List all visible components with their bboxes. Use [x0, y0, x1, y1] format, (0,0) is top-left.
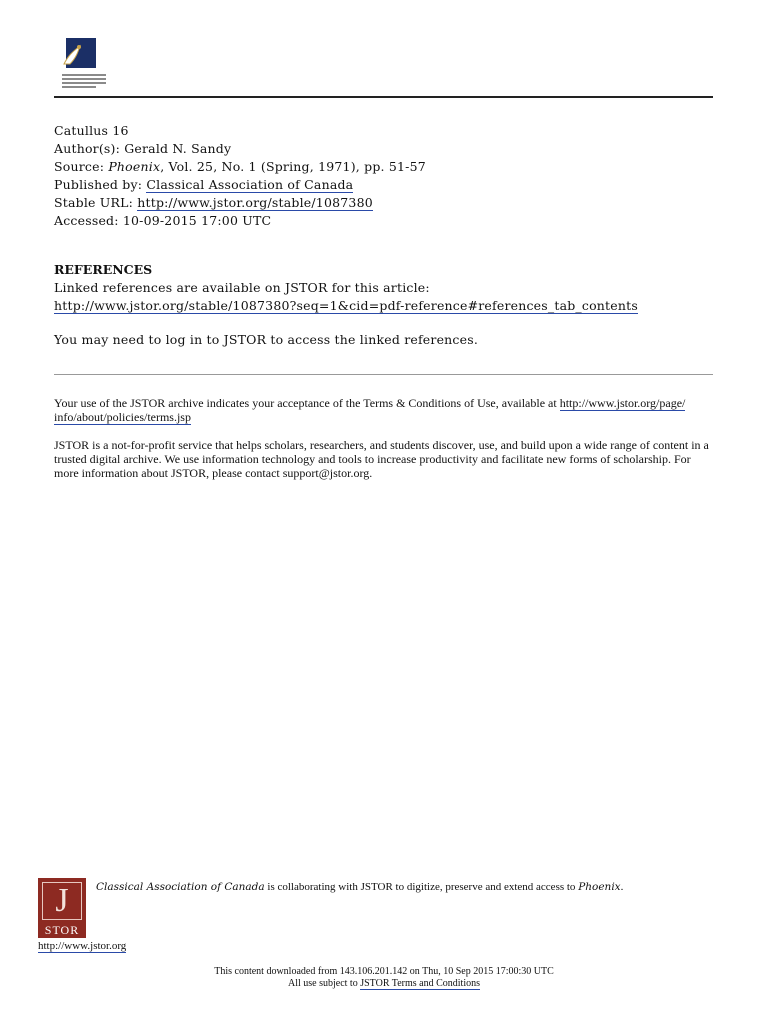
author-name: Gerald N. Sandy — [124, 141, 232, 156]
jstor-logo[interactable] — [38, 878, 86, 938]
about-jstor: JSTOR is a not-for-profit service that helps scholars, researchers, and students discover, use, and build upon a wide range of content in a trusted digital archive. We use information technology and tools to increase productivity and facilitate new forms of scholarship. For more information about JSTOR, please contact support@jstor.org. — [54, 438, 709, 480]
terms-notice: Your use of the JSTOR archive indicates your acceptance of the Terms & Conditions of Use, available at http://www.jstor.org/page/ info/about/policies/terms.jsp — [54, 396, 686, 424]
accessed-line: Accessed: 10-09-2015 17:00 UTC — [54, 213, 272, 228]
publisher-line: Published by: Classical Association of Canada — [54, 177, 354, 192]
stable-url-line: Stable URL: http://www.jstor.org/stable/1087380 — [54, 195, 373, 210]
source-line: Source: Phoenix, Vol. 25, No. 1 (Spring, 1971), pp. 51-57 — [54, 159, 426, 174]
collaboration-statement: Classical Association of Canada is collaborating with JSTOR to digitize, preserve and extend access to Phoenix. — [96, 881, 624, 893]
journal-name: Phoenix — [108, 159, 161, 174]
references-intro: Linked references are available on JSTOR for this article: — [54, 280, 430, 295]
bird-icon — [58, 38, 88, 70]
middle-divider — [54, 374, 713, 375]
terms-line: All use subject to JSTOR Terms and Conditions — [288, 978, 480, 989]
jstor-logo-letter: J — [55, 882, 69, 919]
authors-line: Author(s): Gerald N. Sandy — [54, 141, 232, 156]
terms-conditions-link[interactable]: JSTOR Terms and Conditions — [360, 978, 480, 989]
jstor-home-link[interactable]: http://www.jstor.org — [38, 940, 127, 952]
jstor-logo-word: STOR — [38, 923, 86, 938]
top-divider — [54, 96, 713, 98]
references-heading: REFERENCES — [54, 262, 153, 277]
publisher-link[interactable]: Classical Association of Canada — [146, 177, 354, 192]
download-footer — [0, 966, 768, 990]
stable-url-link[interactable]: http://www.jstor.org/stable/1087380 — [137, 195, 373, 210]
login-note: You may need to log in to JSTOR to access the linked references. — [54, 332, 479, 347]
references-link[interactable]: http://www.jstor.org/stable/1087380?seq=1&cid=pdf-reference#references_tab_contents — [54, 298, 638, 313]
publisher-logo — [56, 36, 112, 90]
terms-url-link[interactable]: http://www.jstor.org/page/ info/about/policies/terms.jsp — [54, 396, 686, 424]
collab-journal: Phoenix — [578, 881, 621, 893]
download-info: This content downloaded from 143.106.201.142 on Thu, 10 Sep 2015 17:00:30 UTC — [214, 966, 554, 977]
article-metadata — [54, 122, 426, 230]
collab-org: Classical Association of Canada — [96, 881, 265, 893]
article-title: Catullus 16 — [54, 123, 129, 138]
references-section — [54, 279, 638, 315]
